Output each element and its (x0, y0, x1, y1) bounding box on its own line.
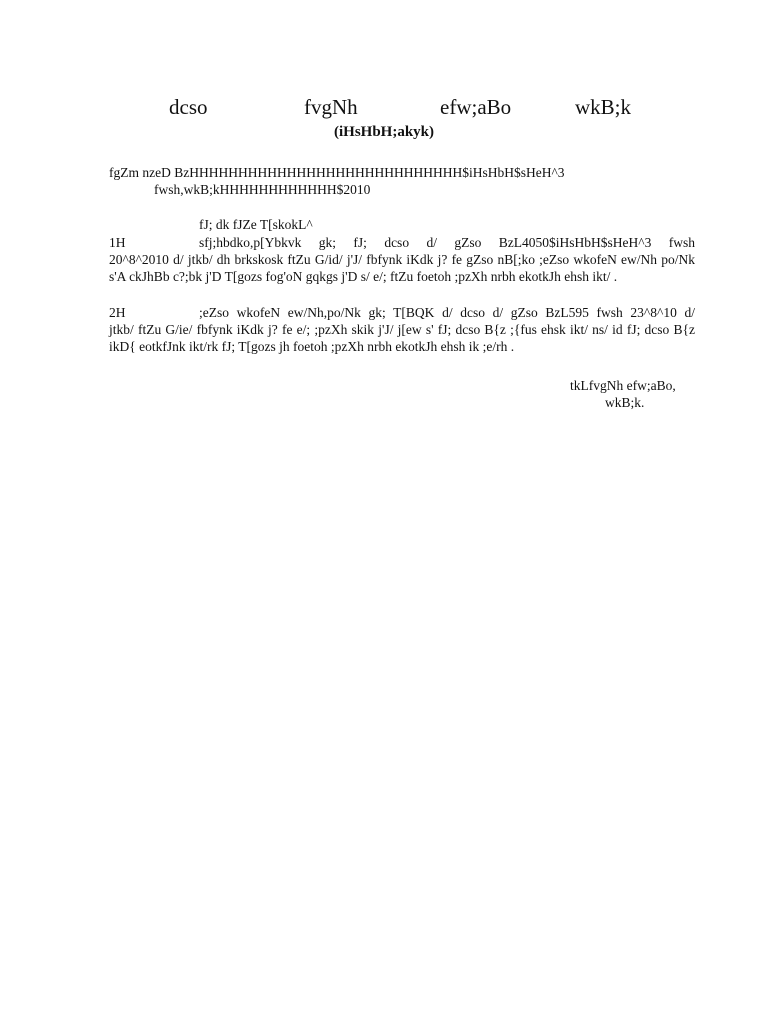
title-word-4: wkB;k (575, 95, 632, 119)
subject-line: fJ; dk fJZe T[skokL^ (199, 217, 313, 232)
paragraph-body: jtkb/ ftZu G/ie/ fbfynk iKdk j? fe e/; ;pzXh skik j'J/ j[ew s' fJ; dcso B{z ;{fus ehsk ikt/ ns/ id fJ; dcso B{z ikD{ eotkfJnk ikt/rk fJ; T[gozs jh foetoh ;pzXh nrbh ekotkJh ehsh ik ;e/rh . (109, 322, 695, 354)
paragraph-body: 20^8^2010 d/ jtkb/ dh brkskosk ftZu G/id/ j'J/ fbfynk iKdk j? fe gZso nB[;ko ;eZso wkofeN ew/Nh po/Nk s'A ckJhBb c?;bk j'D T[gozs fog'oN gqkgs j'D s/ e/; ftZu foetoh ;pzXh nrbh ekotkJh ehsh ikt/ . (109, 252, 695, 284)
signature-designation: tkLfvgNh efw;aBo, (570, 378, 676, 393)
paragraph-1 (109, 234, 695, 285)
title-word-2: fvgNh (304, 95, 358, 119)
date-line: fwsh,wkB;kHHHHHHHHHHHH$2010 (154, 182, 371, 197)
subtitle: (iHsHbH;akyk) (333, 124, 435, 140)
paragraph-number: 2H (109, 305, 126, 320)
paragraph-number: 1H (109, 235, 126, 250)
signature-block (560, 377, 720, 411)
signature-place: wkB;k. (605, 395, 645, 410)
paragraph-lead: sfj;hbdko,p[Ybkvk gk; fJ; dcso d/ gZso BzL4050$iHsHbH$sHeH^3 fwsh (199, 235, 695, 250)
title-word-1: dcso (169, 95, 208, 119)
title-word-3: efw;aBo (440, 95, 512, 119)
paragraph-lead: ;eZso wkofeN ew/Nh,po/Nk gk; T[BQK d/ dcso d/ gZso BzL595 fwsh 23^8^10 d/ (199, 305, 695, 320)
paragraph-2 (109, 304, 695, 355)
reference-line: fgZm nzeD BzHHHHHHHHHHHHHHHHHHHHHHHHHHHH$iHsHbH$sHeH^3 (109, 165, 565, 180)
